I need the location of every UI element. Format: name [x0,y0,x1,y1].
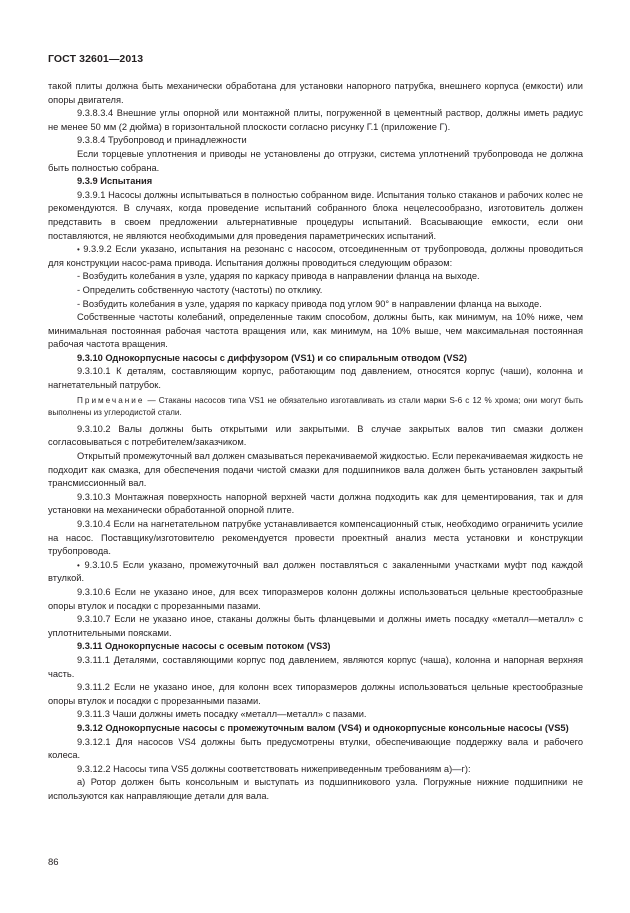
paragraph: а) Ротор должен быть консольным и выступать из подшипникового узла. Погружные нижние подшипники не используются как направляющие детали для вала. [48,777,583,801]
paragraph: такой плиты должна быть механически обработана для установки напорного патрубка, внешнего корпуса (емкости) или опоры двигателя. [48,81,583,105]
paragraph: 9.3.10.3 Монтажная поверхность напорной верхней части должна подходить как для цементирования, так и для установки на механически обработанной опорной плите. [48,491,583,516]
paragraph: Если торцевые уплотнения и приводы не установлены до отгрузки, система уплотнений трубопровода не должна быть полностью собрана. [48,148,583,173]
paragraph: 9.3.11.2 Если не указано иное, для колонн всех типоразмеров должны использоваться цельные крестообразные опоры втулок и посадки с прорезанными пазами. [48,682,583,706]
paragraph: 9.3.9.1 Насосы должны испытываться в полностью собранном виде. Испытания только стаканов и рабочих колес не рекомендуются. В случаях, когда проведение испытаний собранного блока нецелесообразно, изготовитель должен представить в своем предложении альтернативные процедуры испытаний. Всасывающие емкости, если они поставляются, не являются необходимыми для проведения параметрических испытаний. [48,189,583,241]
bullet-marker: • [77,560,80,570]
list-item: - Возбудить колебания в узле, ударяя по каркасу привода в направлении фланца на выходе. [77,271,480,282]
bullet-marker: • [77,245,84,255]
paragraph: 9.3.10.4 Если на нагнетательном патрубке устанавливается компенсационный стык, необходимо ограничить усилие на насос. Поставщику/изготовителю рекомендуется провести проектный анализ места установки и конструкции трубопровода. [48,519,583,557]
section-heading: 9.3.11 Однокорпусные насосы с осевым потоком (VS3) [77,641,331,652]
paragraph [48,243,583,270]
section-heading: 9.3.9 Испытания [77,176,153,187]
note-label: Примечание [77,395,145,405]
paragraph: Открытый промежуточный вал должен смазываться перекачиваемой жидкостью. Если перекачиваемая жидкость не подходит как смазка, для обеспечения подачи чистой смазки для подшипников вала должен быть установлен закрытый трансмиссионный вал. [48,451,583,489]
page-number: 86 [48,857,59,868]
list-item: - Возбудить колебания в узле, ударяя по каркасу привода под углом 90° в направлении фланца на выходе. [77,298,542,309]
section-heading: 9.3.12 Однокорпусные насосы с промежуточным валом (VS4) и однокорпусные консольные насосы (VS5) [77,722,569,733]
paragraph-text: 9.3.10.5 Если указано, промежуточный вал должен поставляться с закаленными участками муфт под каждой втулкой. [48,559,583,584]
paragraph [48,559,583,586]
list-item: - Определить собственную частоту (частоты) по отклику. [77,284,323,295]
paragraph: 9.3.10.6 Если не указано иное, для всех типоразмеров колонн должны использоваться цельные крестообразные опоры втулок и посадки с прорезанными пазами. [48,586,583,611]
note-text: — Стаканы насосов типа VS1 не обязательно изготавливать из стали марки S-6 с 12 % хрома; они могут быть выполнены из углеродистой стали. [48,395,583,418]
paragraph: Собственные частоты колебаний, определенные таким способом, должны быть, как минимум, на 10% ниже, чем минимальная постоянная рабочая частота вращения или, как минимум, на 10% выше, чем максимальная постоянная рабочая частота вращения. [48,312,583,350]
document-header: ГОСТ 32601—2013 [48,53,144,65]
paragraph: 9.3.8.3.4 Внешние углы опорной или монтажной плиты, погруженной в цементный раствор, должны иметь радиус не менее 50 мм (2 дюйма) в горизонтальной плоскости согласно рисунку Г.1 (приложение Г). [48,108,583,132]
paragraph: 9.3.12.2 Насосы типа VS5 должны соответствовать нижеприведенным требованиям а)—г): [77,763,471,774]
paragraph: 9.3.8.4 Трубопровод и принадлежности [77,135,247,146]
paragraph: 9.3.10.2 Валы должны быть открытыми или закрытыми. В случае закрытых валов тип смазки должен согласовываться с потребителем/заказчиком. [48,423,583,448]
paragraph-text: 9.3.9.2 Если указано, испытания на резонанс с насосом, отсоединенным от трубопровода, должны проводиться для конструкции насос-рама привода. Испытания должны проводиться следующим образом: [48,244,584,268]
paragraph: 9.3.10.7 Если не указано иное, стаканы должны быть фланцевыми и должны иметь посадку «металл—металл» с уплотнительными поясками. [48,614,583,638]
section-heading: 9.3.10 Однокорпусные насосы с диффузором (VS1) и со спиральным отводом (VS2) [77,352,467,363]
paragraph: 9.3.12.1 Для насосов VS4 должны быть предусмотрены втулки, обеспечивающие поддержку вала и рабочего колеса. [48,736,583,761]
note [48,395,583,420]
paragraph: 9.3.11.1 Деталями, составляющими корпус под давлением, являются корпус (чаша), колонна и напорная верхняя часть. [48,654,583,679]
paragraph: 9.3.10.1 К деталям, составляющим корпус, работающим под давлением, относятся корпус (чаши), колонна и нагнетательный патрубок. [48,366,583,391]
paragraph: 9.3.11.3 Чаши должны иметь посадку «металл—металл» с пазами. [77,709,367,720]
document-body [48,80,583,803]
